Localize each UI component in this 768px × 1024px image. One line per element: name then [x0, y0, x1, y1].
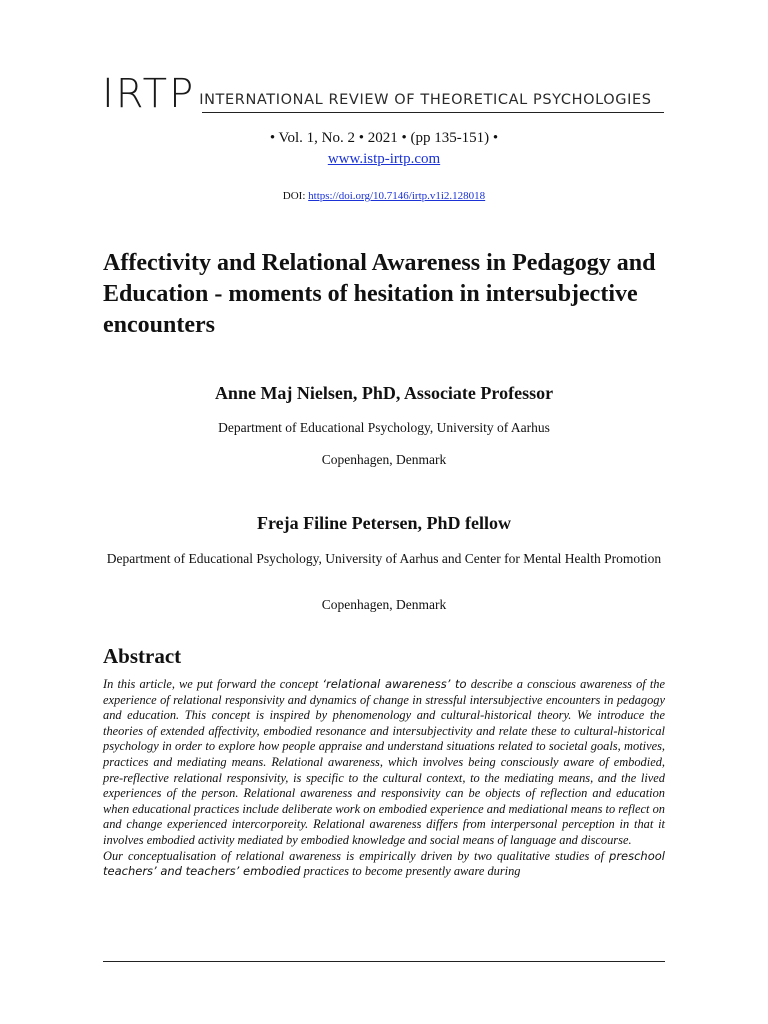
volume-line: • Vol. 1, No. 2 • 2021 • (pp 135-151) • — [269, 130, 499, 146]
doi-label: DOI: — [282, 190, 306, 202]
author-location: Copenhagen, Denmark — [321, 597, 447, 612]
abstract-paragraph — [103, 677, 665, 849]
masthead-divider — [202, 112, 664, 113]
article-title: Affectivity and Relational Awareness in Pedagogy and Education - moments of hesitation in intersubjective encounters — [103, 250, 656, 338]
doi-line — [0, 190, 768, 202]
abstract-paragraph — [103, 849, 665, 880]
abstract-text: practices to become presently aware during — [300, 864, 521, 879]
abstract-heading: Abstract — [103, 644, 182, 668]
abstract-text: In this article, we put forward the concept — [103, 677, 323, 691]
footer-divider — [103, 961, 665, 962]
author-name: Freja Filine Petersen, PhD fellow — [256, 513, 512, 533]
author-affiliation: Department of Educational Psychology, University of Aarhus — [218, 420, 550, 435]
website-line — [0, 151, 768, 168]
abstract-concept-term: ‘relational awareness’ to — [322, 677, 467, 691]
abstract-body — [103, 677, 665, 880]
author-name: Anne Maj Nielsen, PhD, Associate Professor — [214, 383, 554, 403]
journal-name: INTERNATIONAL REVIEW OF THEORETICAL PSYCHOLOGIES — [199, 92, 652, 108]
journal-masthead — [102, 71, 664, 117]
author-location: Copenhagen, Denmark — [321, 452, 447, 467]
journal-logo: IRTP — [102, 71, 196, 117]
doi-link[interactable]: https://doi.org/10.7146/irtp.v1i2.128018 — [308, 190, 486, 202]
website-link[interactable]: www.istp-irtp.com — [327, 151, 441, 167]
abstract-inline-term: preschool teachers’ and teachers’ embodied — [103, 848, 665, 879]
abstract-text: describe a conscious awareness of the experience of relational responsivity and dynamics of change in stressful intersubjective encounters in pedagogy and education. This concept is inspired by phenomenology and cultural-historical theory. We introduce the theories of extended affectivity, embodied resonance and intersubjectivity and relate these to cultural-historical psychology in order to explore how people appraise and understand situations related to societal goals, motives, practices and mediating means. Relational awareness, which involves being consciously aware of embodied, pre-reflective relational responsivity, is specific to the cultural context, to the mediating means, and the lived experiences of the person. Relational awareness and responsivity can be objects of reflection and education when educational practices include deliberate work on embodied experience and mediational means to reflect on and change experienced intercorporeity. Relational awareness differs from interpersonal perception in that it involves embodied activity mediated by embodied knowledge and social means of language and discourse. — [103, 677, 665, 847]
abstract-text: Our conceptualisation of relational awareness is empirically driven by two qualitative studies of — [103, 848, 610, 863]
author-affiliation: Department of Educational Psychology, University of Aarhus and Center for Mental Health Promotion — [106, 551, 662, 566]
